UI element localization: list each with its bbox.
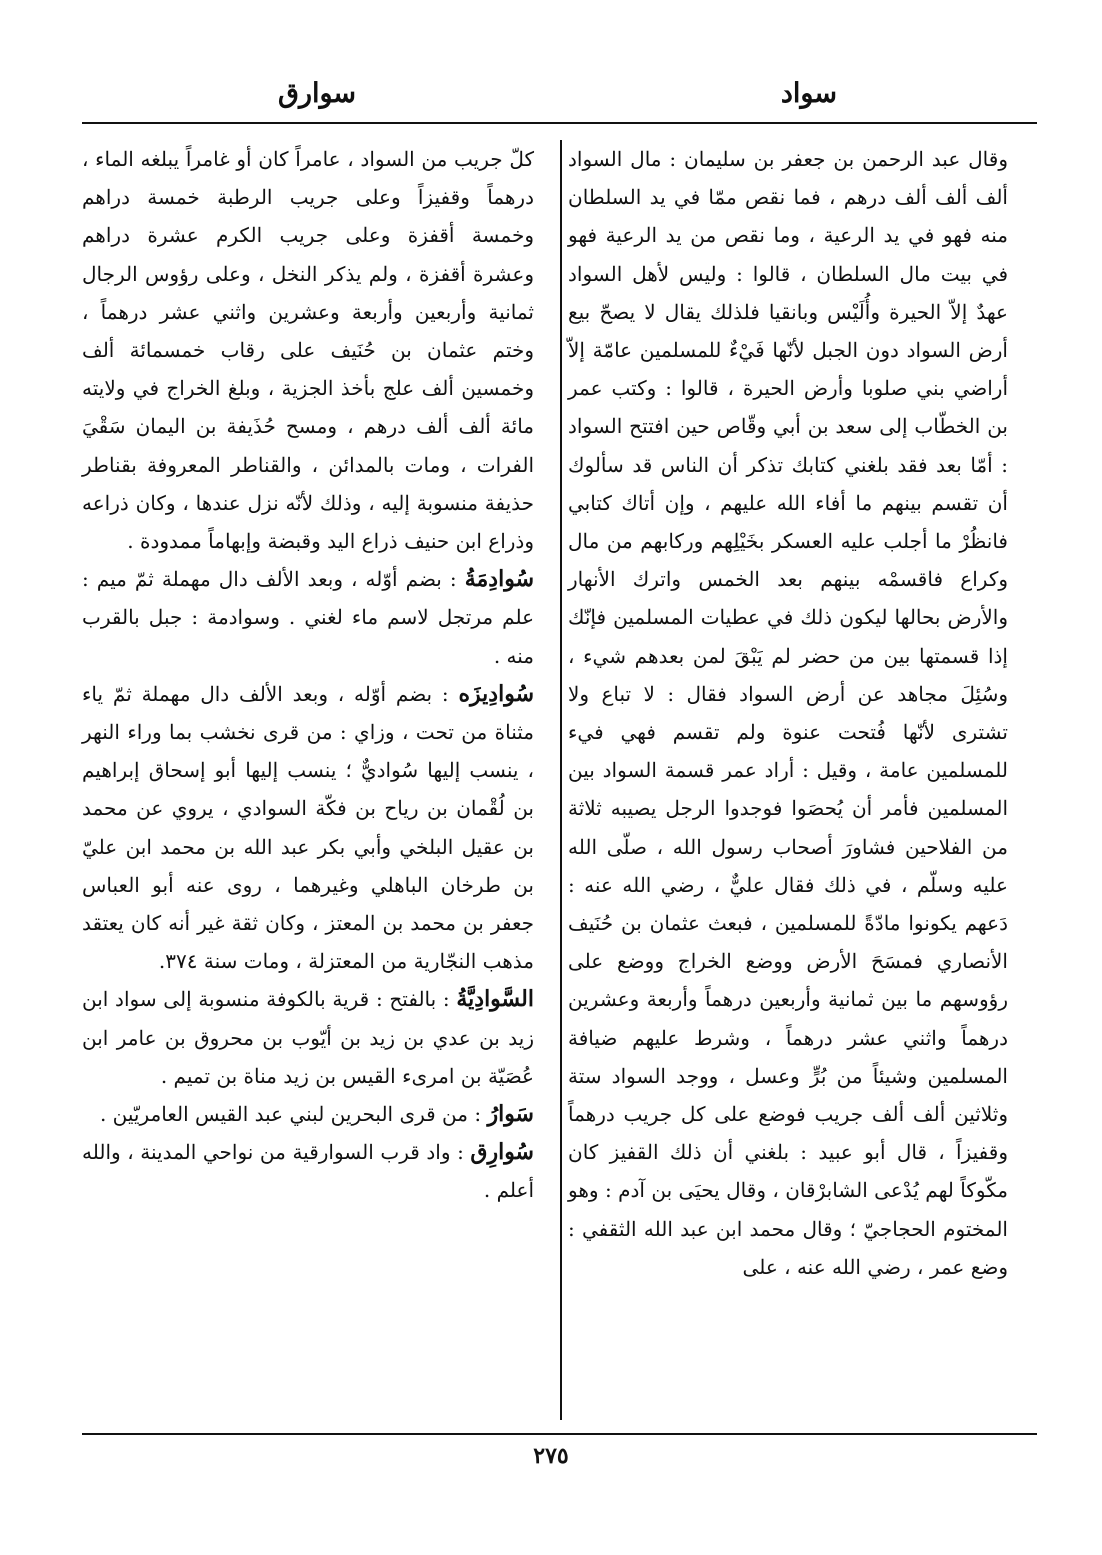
entry-headword: سَوارُ [487,1101,534,1128]
entry-headword: سُوادِيزَه [458,680,535,707]
page-number: ٢٧٥ [533,1443,569,1469]
header-left-title: سوارق [278,78,357,109]
entry-body: : بالفتح : قرية بالكوفة منسوبة إلى سواد ابن زيد بن عدي بن زيد بن أيّوب بن محروق بن عامر ابن عُصَيّة بن امرىء القيس بن زيد مناة بن تميم . [82,987,534,1088]
entry-suwadima [82,560,534,675]
entry-body: : من قرى البحرين لبني عبد القيس العامريّين . [99,1102,482,1127]
left-column-continuation: كلّ جريب من السواد ، عامراً كان أو غامراً يبلغه الماء ، درهماً وقفيزاً وعلى جريب الرطبة خمسة دراهم وخمسة أقفزة وعلى جريب الكرم عشرة دراهم وعشرة أقفزة ، ولم يذكر النخل ، وعلى رؤوس الرجال ثمانية وأربعين وأربعة وعشرين واثني عشر درهماً ، وختم عثمان بن حُنَيف على رقاب خمسمائة ألف وخمسين ألف علج بأخذ الجزية ، وبلغ الخراج في ولايته مائة ألف ألف درهم ، ومسح حُذَيفة بن اليمان سَقْيَ الفرات ، ومات بالمدائن ، والقناطر المعروفة بقناطر حذيفة منسوبة إليه ، وذلك لأنّه نزل عندها ، وكان ذراعه وذراع ابن حنيف ذراع اليد وقبضة وإبهاماً ممدودة . [82,147,534,554]
entry-suwariq [82,1133,534,1209]
entry-suwadiza [82,675,534,981]
column-divider [560,140,562,1420]
right-column-text: وقال عبد الرحمن بن جعفر بن سليمان : مال السواد ألف ألف ألف درهم ، فما نقص ممّا في يد السلطان منه فهو في يد الرعية ، وما نقص من يد الرعية فهو في بيت مال السلطان ، قالوا : وليس لأهل السواد عهدٌ إلاّ الحيرة وأُلَيْس وبانقيا فلذلك يقال لا يصحّ بيع أرض السواد دون الجبل لأنّها فَيْءٌ للمسلمين عامّة إلاّ أراضي بني صلوبا وأرض الحيرة ، قالوا : وكتب عمر بن الخطّاب إلى سعد بن أبي وقّاص حين افتتح السواد : أمّا بعد فقد بلغني كتابك تذكر أن الناس قد سألوك أن تقسم بينهم ما أفاء الله عليهم ، وإن أتاك كتابي فانظُرْ ما أجلب عليه العسكر بخَيْلِهم وركابهم من مال وكراع فاقسمْه بينهم بعد الخمس واترك الأنهار والأرض بحالها ليكون ذلك في عطيات المسلمين فإنّك إذا قسمتها بين من حضر لم يَبْقَ لمن بعدهم شيء ، وسُئِلَ مجاهد عن أرض السواد فقال : لا تباع ولا تشترى لأنّها فُتحت عنوة ولم تقسم فهي فيء للمسلمين عامة ، وقيل : أراد عمر قسمة السواد بين المسلمين فأمر أن يُحصَوا فوجدوا الرجل يصيبه ثلاثة من الفلاحين فشاورَ أصحاب رسول الله ، صلّى الله عليه وسلّم ، في ذلك فقال عليٌّ ، رضي الله عنه : دَعهم يكونوا مادّةً للمسلمين ، فبعث عثمان بن حُنَيف الأنصاري فمسَحَ الأرض ووضع الخراج ووضع على رؤوسهم ما بين ثمانية وأربعين درهماً وأربعة وعشرين درهماً واثني عشر درهماً ، وشرط عليهم ضيافة المسلمين وشيئاً من بُرٍّ وعسل ، ووجد السواد ستة وثلاثين ألف ألف جريب فوضع على كل جريب درهماً وقفيزاً ، قال أبو عبيد : بلغني أن ذلك القفيز كان مكّوكاً لهم يُدْعى الشابرْقان ، وقال يحيَى بن آدم : وهو المختوم الحجاجيّ ؛ وقال محمد ابن عبد الله الثقفي : وضع عمر ، رضي الله عنه ، على [568,147,1008,1279]
entry-headword: السَّوادِيَّةُ [456,986,534,1013]
entry-body: : بضم أوّله ، وبعد الألف دال مهملة ثمّ ياء مثناة من تحت ، وزاي : من قرى نخشب بما وراء النهر ، ينسب إليها سُواديٌّ ؛ ينسب إليها أبو إسحاق إبراهيم بن لُقْمان بن رياح بن فكّة السوادي ، يروي عن محمد بن عقيل البلخي وأبي بكر عبد الله بن محمد ابن عليّ بن طرخان الباهلي وغيرهما ، روى عنه أبو العباس جعفر بن محمد بن المعتز ، وكان ثقة غير أنه كان يعتقد مذهب النجّارية من المعتزلة ، ومات سنة ٣٧٤. [82,681,534,974]
header-right-title: سواد [780,78,837,109]
entry-headword: سُوارِق [470,1139,534,1166]
entry-body: : بضم أوّله ، وبعد الألف دال مهملة ثمّ ميم : علم مرتجل لاسم ماء لغني . وسوادمة : جبل بالقرب منه . [82,567,534,668]
footer-rule [82,1433,1037,1435]
entry-headword: سُوادِمَةُ [464,566,535,593]
entry-body: : واد قرب السوارقية من نواحي المدينة ، والله أعلم . [82,1140,534,1203]
header-rule [82,122,1037,124]
right-column [568,140,1008,1286]
entry-sawadiyya [82,980,534,1095]
left-column [82,140,534,1210]
entry-sawar [82,1095,534,1133]
